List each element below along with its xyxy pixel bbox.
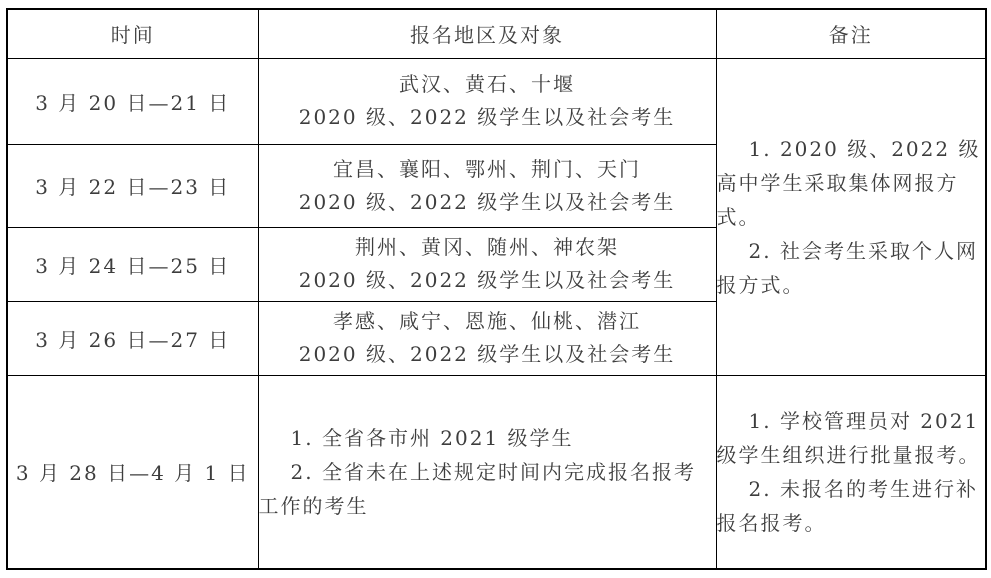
table-row — [7, 375, 986, 569]
time-cell-2: 3 月 22 日—23 日 — [7, 144, 258, 227]
cities-line: 孝感、咸宁、恩施、仙桃、潜江 — [333, 309, 641, 333]
registration-schedule-table — [6, 8, 987, 570]
audience-line: 2020 级、2022 级学生以及社会考生 — [298, 189, 676, 214]
targets-cell-final — [258, 375, 716, 569]
table-row — [7, 58, 986, 144]
target-item-1: 1. 全省各市州 2021 级学生 — [290, 425, 574, 450]
region-cell-4 — [258, 301, 716, 375]
audience-line: 2020 级、2022 级学生以及社会考生 — [298, 268, 676, 292]
remark-item-2: 2. 社会考生采取个人网报方式。 — [716, 238, 978, 297]
remark-item-1: 1. 学校管理员对 2021 级学生组织进行批量报考。 — [716, 408, 981, 467]
time-cell-5: 3 月 28 日—4 月 1 日 — [7, 375, 258, 569]
target-item-2: 2. 全省未在上述规定时间内完成报名报考工作的考生 — [258, 459, 696, 518]
region-cell-3 — [258, 227, 716, 301]
header-region-and-audience: 报名地区及对象 — [258, 9, 716, 58]
header-time: 时间 — [7, 9, 258, 58]
region-cell-1 — [258, 58, 716, 144]
region-cell-2 — [258, 144, 716, 227]
audience-line: 2020 级、2022 级学生以及社会考生 — [298, 105, 676, 129]
cities-line: 荆州、黄冈、随州、神农架 — [355, 235, 619, 259]
audience-line: 2020 级、2022 级学生以及社会考生 — [298, 342, 676, 366]
cities-line: 宜昌、襄阳、鄂州、荆门、天门 — [333, 156, 641, 181]
time-cell-4: 3 月 26 日—27 日 — [7, 301, 258, 375]
cities-line: 武汉、黄石、十堰 — [399, 72, 575, 96]
remarks-cell-final — [716, 375, 986, 569]
time-cell-1: 3 月 20 日—21 日 — [7, 58, 258, 144]
registration-schedule — [6, 8, 987, 570]
remark-item-1: 1. 2020 级、2022 级高中学生采取集体网报方式。 — [716, 136, 981, 229]
time-cell-3: 3 月 24 日—25 日 — [7, 227, 258, 301]
table-header-row — [7, 9, 986, 58]
remark-item-2: 2. 未报名的考生进行补报名报考。 — [716, 476, 978, 535]
header-remarks: 备注 — [716, 9, 986, 58]
remarks-cell-group — [716, 58, 986, 375]
